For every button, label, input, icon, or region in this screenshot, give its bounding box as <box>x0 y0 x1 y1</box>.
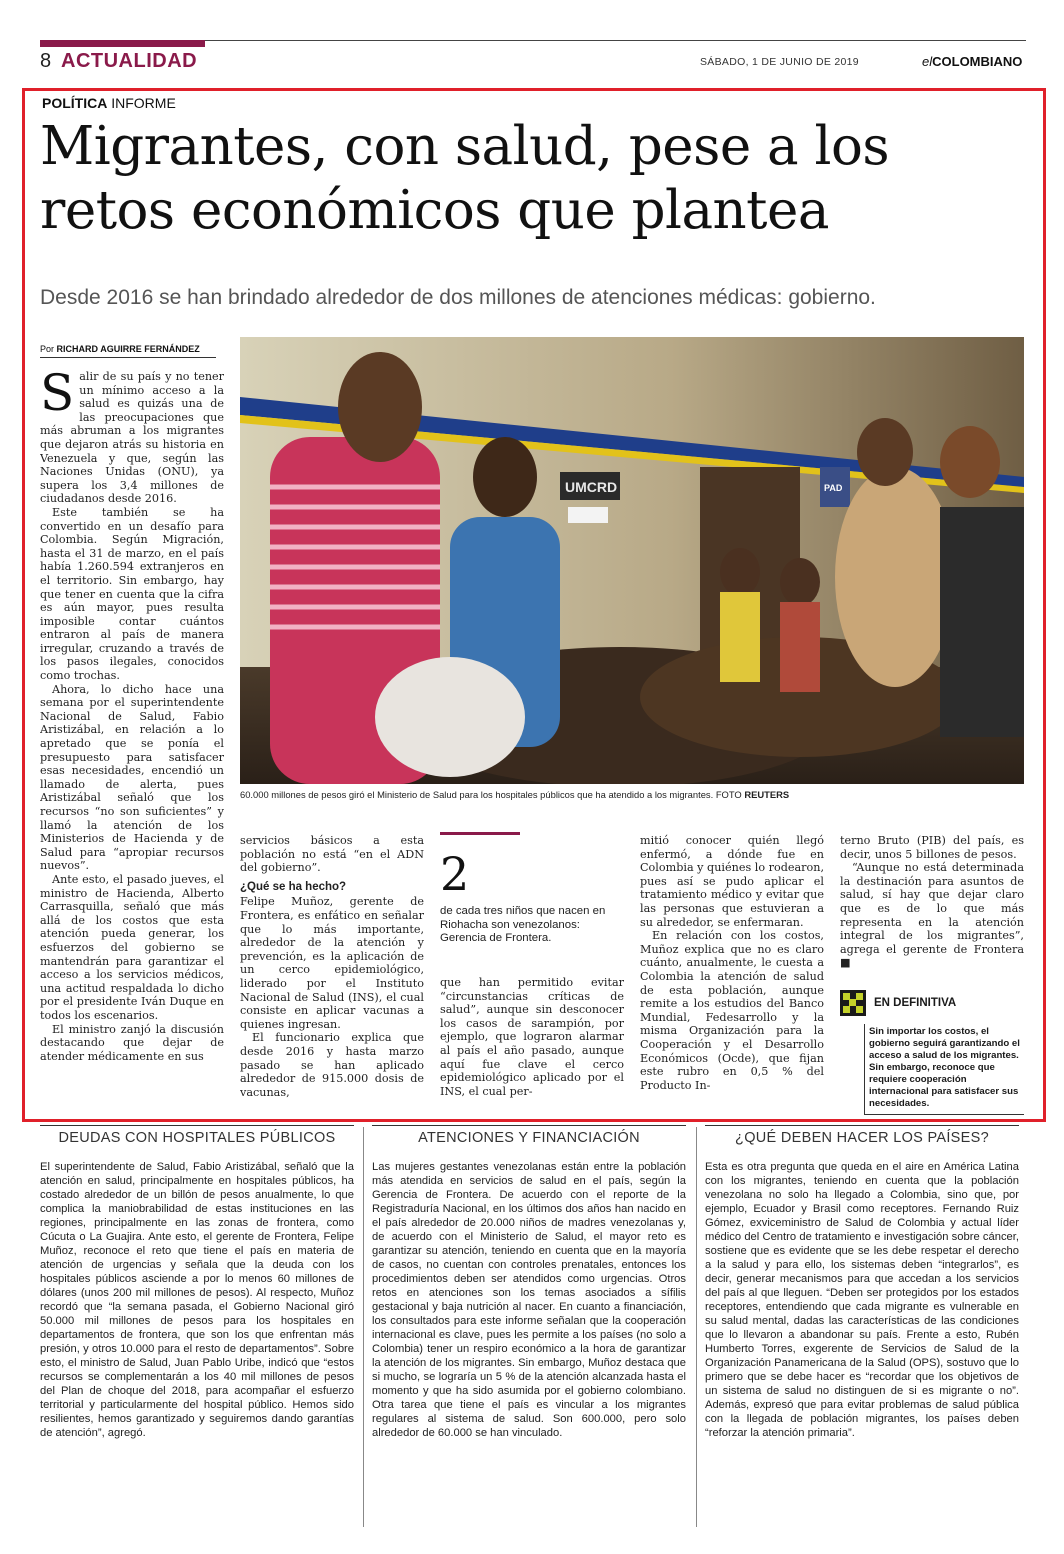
paragraph: “Aunque no está determinada la destinación para asuntos de salud, sí hay que dejar claro que es de lo que más representa en la atención integral de los migrantes”, agrega el gerente de Frontera ■ <box>840 861 1024 970</box>
article-photo <box>240 337 1024 784</box>
paragraph: servicios básicos a esta población no está “en el ADN del gobierno”. <box>240 834 424 875</box>
sidebar-box-title: ATENCIONES Y FINANCIACIÓN <box>372 1125 686 1160</box>
paragraph-text: alir de su país y no tener un mínimo acceso a la salud es quizás una de las preocupaciones que más abruman a los migrantes que dejaron atrás su historia en Venezuela y que, según las Naciones Unidas (ONU), ya supera los 3,4 millones de ciudadanos desde 2016. <box>40 370 224 506</box>
article-column-2 <box>240 834 424 1124</box>
kicker-type: INFORME <box>111 95 176 111</box>
masthead-name: COLOMBIANO <box>932 54 1023 69</box>
paragraph: terno Bruto (PIB) del país, es decir, unos 5 billones de pesos. <box>840 834 1024 861</box>
stat-rule <box>440 832 520 835</box>
paragraph: Este también se ha convertido en un desafío para Colombia. Según Migración, hasta el 31 de marzo, en el país había 1.260.594 extranjeros en el territorio. Sin embargo, hay que tener en cuenta que la cifra es aún mayor, pues resulta imposible contar cuántos entraron al país de manera irregular, cruzando a través de los pasos ilegales, conocidos como trochas. <box>40 505 224 683</box>
column-divider <box>696 1127 697 1527</box>
article-kicker <box>42 95 176 111</box>
section-name: ACTUALIDAD <box>61 50 198 72</box>
summary-title: EN DEFINITIVA <box>874 997 957 1009</box>
paragraph <box>40 370 224 506</box>
sidebar-box-text: El superintendente de Salud, Fabio Aristizábal, señaló que la atención en salud, principalmente en hospitales públicos, ha costado alrededor de un billón de pesos anualmente, lo que complica la maniobrabilidad de estas instituciones en las regiones, principalmente en las zonas de frontera, como Cúcuta o La Guajira. Ante esto, el gerente de Frontera, Felipe Muñoz, reconoce el reto que tiene el país en materia de atención de urgencias y señala que la deuda con los hospitales públicos asciende a por lo menos 60 millones de dólares (unos 200 mil millones de pesos). Al respecto, Muñoz recordó que “la semana pasada, el Gobierno Nacional giró 50.000 mil millones de pesos para los hospitales en departamentos de frontera, que son los que enfrentan más presión, y otros 10.000 para el resto de departamentos”. Sobre esto, el ministro de Salud, Juan Pablo Uribe, indicó que “estos recursos se complementarán a los 40 mil millones de pesos del Plan de choque del 2018, para acompañar el esfuerzo territorial y particularmente del hospital público. Hemos sido resilientes, hemos garantizado y seguiremos dando garantías de atención”, agregó. <box>40 1161 354 1439</box>
headline-line-2: retos económicos que plantea <box>40 180 829 241</box>
article-subhead: Desde 2016 se han brindado alrededor de dos millones de atenciones médicas: gobierno. <box>40 286 876 309</box>
page-number: 8 <box>40 50 52 72</box>
byline-prefix: Por <box>40 344 55 354</box>
paragraph: Ahora, lo dicho hace una semana por el superintendente Nacional de Salud, Fabio Aristizábal, en relación a lo apretado que se ponía el presupuesto para satisfacer esas necesidades, encendió un llamado de alerta, pues Aristizábal señaló que los recursos “no son suficientes” y llamó la atención de los Ministerios de Hacienda y de Salud para “apropiar recursos nuevos”. <box>40 682 224 873</box>
dateline: SÁBADO, 1 DE JUNIO DE 2019 <box>700 56 859 68</box>
stat-number: 2 <box>440 847 470 901</box>
article-headline <box>40 115 1030 243</box>
paragraph: El funcionario explica que desde 2016 y hasta marzo pasado se han aplicado alrededor de 915.000 dosis de vacunas, <box>240 1031 424 1099</box>
column-divider <box>363 1127 364 1527</box>
stat-text: de cada tres niños que nacen en Riohacha son venezolanos: Gerencia de Frontera. <box>440 905 606 945</box>
article-column-4 <box>840 834 1024 974</box>
summary-icon <box>840 990 866 1016</box>
photo-migrants-hospital <box>240 337 1024 784</box>
drop-cap: S <box>40 370 75 422</box>
sidebar-box-text: Las mujeres gestantes venezolanas están entre la población más atendida en servicios de salud en el país, según la Gerencia de Frontera. De acuerdo con el reporte de la Registraduría Nacional, en los últimos dos años han nacido en el país alrededor de 20.000 niños de madres venezolanas y, de acuerdo con el Ministerio de Salud, el mayor reto es garantizar su atención, teniendo en cuenta que en la mayoría de casos, no cuentan con controles prenatales, entonces los procedimientos deben ser atendidos como urgencias. Otros retos en atenciones son los temas asociados a sífilis gestacional y baja nutrición al nacer. En cuanto a financiación, los consultados para este informe señalan que la cooperación internacional es clave, pues les permite a los países (no solo a Colombia) tener un respiro económico a la hora de garantizar la atención de los migrantes. Sin embargo, Muñoz destaca que si mucho, se lograría un 5 % de la atención alcanzada hasta el momento y que ha sido asumida por el gobierno colombiano. Otra tarea que tiene el país es vincular a los migrantes regulares al sistema de salud. Son 600.000, pero solo alrededor de 60.000 se han vinculado. <box>372 1161 686 1439</box>
caption-text: 60.000 millones de pesos giró el Ministerio de Salud para los hospitales públicos que ha atendido a los migrantes. <box>240 789 714 800</box>
photo-caption <box>240 789 1024 800</box>
byline-author: RICHARD AGUIRRE FERNÁNDEZ <box>56 344 200 354</box>
headline-line-1: Migrantes, con salud, pese a los <box>40 116 890 177</box>
summary-box <box>840 990 1024 1115</box>
masthead-logo <box>922 54 1022 69</box>
photo-credit-prefix: FOTO <box>715 789 742 800</box>
paragraph: que han permitido evitar “circunstancias críticas de salud”, aunque sin desconocer los casos de sarampión, por ejemplo, que lograron alarmar al país el año pasado, aunque aquí fue clave el cerco epidemiológico aplicado por el INS, el cual per- <box>440 976 624 1098</box>
sidebar-box-text: Esta es otra pregunta que queda en el aire en América Latina con los migrantes, teniendo en cuenta que la población venezolana no solo ha llegado a Colombia, sino que, por ejemplo, Ecuador y Brasil como receptores. Fernando Ruiz Gómez, exviceministro de Salud de Colombia y actual líder médico del Centro de tratamiento e investigación sobre cáncer, sostiene que es evidente que se les debe respetar el derecho a la salud y para ello, los sistemas deben “integrarlos”, es decir, generar mecanismos para que accedan a los servicios del país al que lleguen. “Deben ser protegidos por los estados receptores, entendiendo que cada migrante es vulnerable en su salud mental, dadas las características de las condiciones que lo llevaron a abandonar su país. Frente a esto, Rubén Humberto Torres, exgerente de Servicios de Salud de la Organización Panamericana de la Salud (OPS), sostuvo que lo primero que se debe hacer es “recordar que los objetivos de un sistema de salud no distinguen de si es migrante o no”. Además, expresó que para evitar problemas de salud pública con la llegada de población migrantes, los países deben “reforzar la atención primaria”. <box>705 1161 1019 1439</box>
paragraph: Felipe Muñoz, gerente de Frontera, es enfático en señalar que lo más importante, alrededor de la atención y prevención, es la aplicación de un cerco epidemiológico, liderado por el Instituto Nacional de Salud (INS), el cual consiste en aplicar vacunas a quienes ingresan. <box>240 895 424 1031</box>
header-accent-bar <box>40 40 205 47</box>
summary-header <box>840 990 1024 1016</box>
article-column-3 <box>640 834 824 1124</box>
summary-text: Sin importar los costos, el gobierno seguirá garantizando el acceso a salud de los migrantes. Sin embargo, reconoce que requiere cooperación internacional para satisfacer sus necesidades. <box>864 1024 1024 1115</box>
kicker-category: POLÍTICA <box>42 95 108 111</box>
sidebar-box-financing <box>372 1125 686 1525</box>
photo-credit: REUTERS <box>744 789 790 800</box>
masthead-el: el <box>922 54 933 69</box>
photo-sign-text: UMCRD <box>565 479 618 495</box>
stat-box <box>440 832 624 946</box>
byline <box>40 344 216 358</box>
article-column-2b <box>440 976 624 1124</box>
paragraph: Ante esto, el pasado jueves, el ministro de Hacienda, Alberto Carrasquilla, señaló que más allá de los costos que esta atención pueda generar, los esfuerzos del gobierno se mantendrán para garantizar el acceso a los servicios médicos, una actitud respaldada lo dicho por el presidente Iván Duque en todos los escenarios. <box>40 872 224 1022</box>
sidebar-box-debts <box>40 1125 354 1525</box>
section-subtitle: ¿Qué se ha hecho? <box>240 880 347 893</box>
article-column-1 <box>40 370 224 1110</box>
photo-sign-text-2: PAD <box>824 483 843 493</box>
paragraph: mitió conocer quién llegó enfermó, a dónde fue en Colombia y quiénes lo rodearon, pues así se pudo aplicar el tratamiento médico y evitar que las personas que estuvieran a su alrededor, se enfermaran. <box>640 834 824 929</box>
sidebar-box-title: DEUDAS CON HOSPITALES PÚBLICOS <box>40 1125 354 1160</box>
paragraph: El ministro zanjó la discusión destacando que dejar de atender médicamente en sus <box>40 1022 224 1063</box>
sidebar-box-countries <box>705 1125 1019 1525</box>
sidebar-box-title: ¿QUÉ DEBEN HACER LOS PAÍSES? <box>705 1125 1019 1160</box>
paragraph: En relación con los costos, Muñoz explica que no es claro cuánto, anualmente, le cuesta a Colombia la atención de salud de esta población, aunque remite a los estudios del Banco Mundial, Fedesarrollo y la misma Organización para la Cooperación y el Desarrollo Económicos (Ocde), que fijan este rubro en 0,5 % del Producto In- <box>640 929 824 1092</box>
